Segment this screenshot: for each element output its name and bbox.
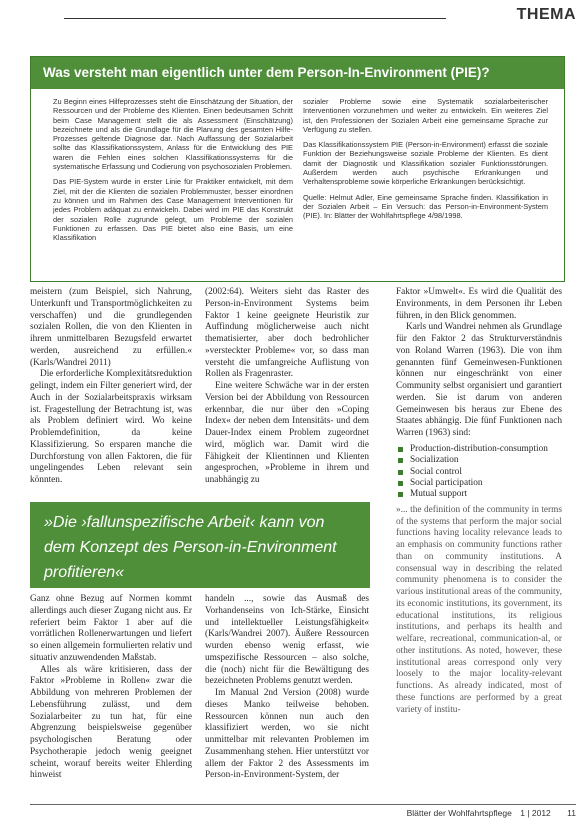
column-2-top bbox=[205, 287, 369, 487]
pull-quote: »Die ›fallunspezifische Arbeit‹ kann von dem Konzept des Person-in-Environment profitieren« bbox=[30, 502, 370, 588]
info-box-paragraph: sozialer Probleme sowie eine Systematik sozialarbeiterischer Interventionen vorzunehmen und weiter zu entwickeln. Ein weiteres Ziel ist, den Professionen der Sozialen Arbeit eine gemeinsame Sprache zur Verfügung zu stellen. bbox=[303, 97, 548, 134]
info-box-paragraph: Das PIE-System wurde in erster Linie für Praktiker entwickelt, mit dem Ziel, mit der die Klienten die sozialen Problemmuster, besser einordnen zu können und im Rahmen des Case Management Interventionen für jedes Problem adäquat zu entwickeln. Dabei wird im PIE das Konstrukt der sozialen Rolle zugrunde gelegt, um Probleme der sozialen Funktionen zu erfassen. Das PIE bietet also eine Basis, um eine Klassifikation bbox=[53, 177, 293, 243]
list-item: Production-distribution-consumption bbox=[396, 444, 562, 455]
info-box-paragraph: Das Klassifikationssystem PIE (Person-in-Environment) erfasst die soziale Funktion der Beziehungsweise soziale Probleme der Klienten. Es dient damit der Diagnostik und Klassifikation sozialer Funktionsstörungen. Außerdem werden auch psychische Erkrankungen und Verhaltensprobleme sowie körperliche Erkrankungen berücksichtigt. bbox=[303, 140, 548, 187]
header-rule bbox=[64, 18, 446, 19]
body-paragraph: Faktor »Umwelt«. Es wird die Qualität des Environments, in dem Personen ihr Leben führen, in den Blick genommen. bbox=[396, 287, 562, 321]
info-box-right-column bbox=[303, 97, 548, 227]
column-2-bottom bbox=[205, 594, 369, 782]
info-box bbox=[30, 56, 565, 282]
body-paragraph: Die erforderliche Komplexitätsreduktion gelingt, indem ein Filter generiert wird, der Auch in der Sozialarbeitspraxis wirksam ist. Fragestellung der Betrachtung ist, was als Problem definiert wird. Wo keine Problemdefinition, da keine Klassifizierung. So ersparen manche die Durchforstung von allen Faktoren, die für ungelingendes Leben relevant sein könnten. bbox=[30, 369, 192, 485]
list-item: Social participation bbox=[396, 478, 562, 489]
body-paragraph: Alles als wäre kritisieren, dass der Faktor »Probleme in Rollen« zwar die Abbildung von mehreren Problemen der Lebensführung zulässt, und dem Sozialarbeiter zu tun hat, für eine Abgrenzung beispielsweise gegenüber psychologischen Beratung oder Psychotherapie jedoch wenig geeignet scheint, worauf bereits weiter Ehlerding hinweist bbox=[30, 664, 192, 781]
footer bbox=[401, 808, 576, 818]
list-item: Mutual support bbox=[396, 489, 562, 500]
body-paragraph: handeln ..., sowie das Ausmaß des Vorhandenseins von Ich-Stärke, Einsicht und intellektueller Leistungsfähigkeit« (Karls/Wandrei 2007). Äußere Ressourcen wurden ebenso wenig erfasst, wie umspezifische Ressourcen – also solche, die (noch) nicht für die Bewältigung des bezeichneten Problems genutzt werden. bbox=[205, 594, 369, 687]
column-1-top bbox=[30, 287, 192, 487]
body-paragraph: Im Manual 2nd Version (2008) wurde dieses Manko teilweise behoben. Ressourcen können nun auch den klassifiziert werden, wo sie nicht unmittelbar mit relevanten Problemen im Zusammenhang stehen. Hier unterstützt vor allem der Faktor 2 des Assessments im Person-in-Environment-System, der bbox=[205, 688, 369, 781]
info-box-left-column bbox=[53, 97, 293, 248]
info-box-source: Quelle: Helmut Adler, Eine gemeinsame Sprache finden. Klassifikation in der Sozialen Arbeit – Ein Versuch: das Person-in-Environment-System (PIE). In: Blätter der Wohlfahrtspflege 4/98/1998. bbox=[303, 192, 548, 221]
column-3 bbox=[396, 287, 562, 716]
footer-rule bbox=[30, 804, 576, 805]
body-paragraph: Karls und Wandrei nehmen als Grundlage für den Faktor 2 das Strukturverständnis von Roland Warren (1963). Die von ihm genannten fünf Gemeinwesen-Funktionen können nur eingeschränkt von einer Community selbst organisiert und garantiert werden. Sie ist darum von anderen Gemeinwesen bis heraus zur Ebene des Staates abhängig. Die fünf Funktionen nach Warren (1963) sind: bbox=[396, 322, 562, 438]
section-label: THEMA bbox=[516, 6, 576, 23]
column-1-bottom bbox=[30, 594, 192, 782]
body-paragraph: Ganz ohne Bezug auf Normen kommt allerdings auch dieser Zugang nicht aus. Er referiert beim Faktor 1 aber auf die vorrätlichen Rollenerwartungen und liefert so einen allgemein formulierten relativ und situativ anzuwendenden Maßstab. bbox=[30, 594, 192, 663]
list-item: Socialization bbox=[396, 455, 562, 466]
page-number: 11 bbox=[567, 808, 576, 818]
footer-issue: 1 | 2012 bbox=[520, 808, 551, 818]
function-list bbox=[396, 444, 562, 501]
list-item: Social control bbox=[396, 467, 562, 478]
body-paragraph: (2002:64). Weiters sieht das Raster des Person-in-Environment Systems beim Faktor 1 keine geeignete Heuristik zur Auffindung möglicherweise auch nicht thematisierter, aber doch bedrohlicher »versteckter Probleme« vor, so dass man versteht die umfangreiche Auflistung von Rollen als Fragenraster. bbox=[205, 287, 369, 380]
info-box-paragraph: Zu Beginn eines Hilfeprozesses steht die Einschätzung der Situation, der Ressourcen und der Probleme des Klienten. Einen bedeutsamen Schritt beim Case Management stellt die als Assessment (Einschätzung) bezeichnete und als die Grundlage für die Planung des gesamten Hilfe-Prozesses geltende Diagnose dar. Nach Auffassung der Sozialarbeit sollte das Klassifikationssystem, Anlass für die Entwicklung des PIE waren die Fehlen eines solchen Klassifikationssystems für die systematische Erfassung und Codierung von psychosozialen Problemen. bbox=[53, 97, 293, 172]
footer-journal: Blätter der Wohlfahrtspflege bbox=[406, 808, 512, 818]
body-paragraph: meistern (zum Beispiel, sich Nahrung, Unterkunft und Transportmöglichkeiten zu verschaffen) und die grundlegenden sozialen Rollen, die von den Klienten in ihrem unmittelbaren Bezugsfeld erwartet werden, ausreichend zu erfüllen.« (Karls/Wandrei 2011) bbox=[30, 287, 192, 368]
info-box-title: Was versteht man eigentlich unter dem Person-In-Environment (PIE)? bbox=[31, 57, 564, 89]
body-paragraph: Eine weitere Schwäche war in der ersten Version bei der Abbildung von Ressourcen erkennbar, die nur über den »Coping Index« der neben dem Intensitäts- und dem Dauer-Index einem Problem zugeordnet wird, möglich war. Damit wird die Fähigkeit der Klientinnen und Klienten angesprochen, »Probleme in ihrem und unabhängig zu bbox=[205, 381, 369, 485]
english-quote: »... the definition of the community in terms of the systems that perform the major social functions having locality relevance leads to an emphasis on community functions rather than on community institutions. A consensual way in describing the related community phenomena is to consider the various institutional areas of the community, its economic institutions, its government, its educational institutions, its religious institutions, and perhaps its health and welfare, recreational, communication-al, or other institutions. As noted, however, these institutional areas correspond only very loosely to the major locality-relevant functions. As already indicated, most of these functions are performed by a great variety of institu- bbox=[396, 504, 562, 715]
